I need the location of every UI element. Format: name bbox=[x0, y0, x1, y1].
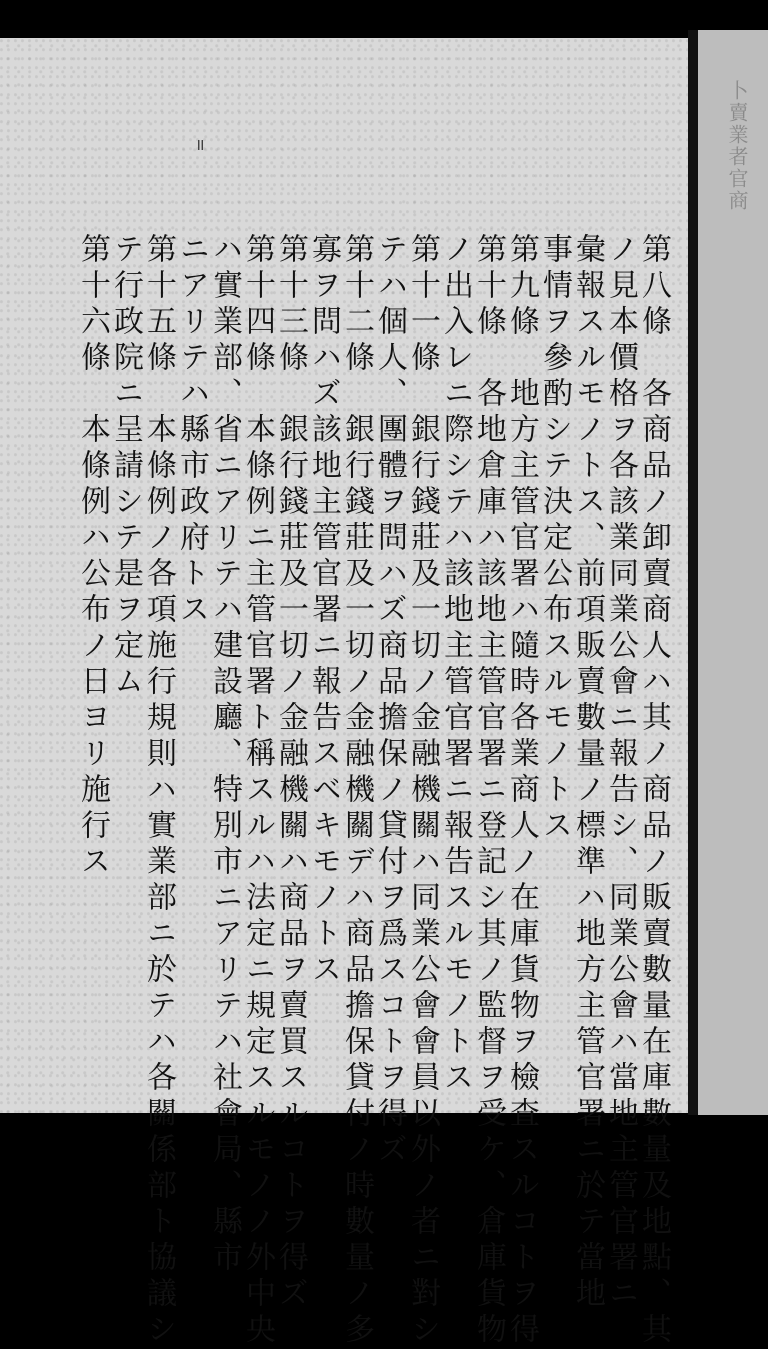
text-line: ノ見本價格ヲ各該業同業公會ニ報告シ、同業公會ハ當地主管官署ニ bbox=[603, 233, 638, 1313]
page-mark: ॥ bbox=[195, 135, 205, 154]
document-page bbox=[0, 38, 688, 1349]
page-edge bbox=[688, 30, 768, 1115]
regulation-text bbox=[75, 233, 671, 1349]
text-line: 第十五條 本條例ノ各項施行規則ハ實業部ニ於テハ各關係部ト協議シ bbox=[141, 233, 176, 1349]
text-line: 第十二條 銀行錢莊及一切ノ金融機關デハ商品擔保貸付ノ時數量ノ多 bbox=[339, 233, 374, 1349]
text-line: 第八條 各商品ノ卸賣商人ハ其ノ商品ノ販賣數量在庫數量及地點、其 bbox=[636, 233, 671, 1349]
text-line: ノ出入レニ際シテハ該地主管官署ニ報告スルモノトス bbox=[438, 233, 473, 1097]
binding-shadow bbox=[688, 30, 698, 1115]
text-line: 事情ヲ參酌シテ決定公布スルモノトス bbox=[537, 233, 572, 845]
text-line: 第十六條 本條例ハ公布ノ日ヨリ施行ス bbox=[75, 233, 110, 881]
text-line: 第十三條 銀行錢莊及一切ノ金融機關ハ商品ヲ賣買スルコトヲ得ズ bbox=[273, 233, 308, 1313]
text-line: 寡ヲ問ハズ該地主管官署ニ報告スベキモノトス bbox=[306, 233, 341, 989]
edge-show-through-text: 卜賣業者官商 bbox=[725, 80, 749, 212]
text-line: ハ實業部、省ニアリテハ建設廳、特別市ニアリテハ社會局、縣市 bbox=[207, 233, 242, 1277]
text-line: 第九條 地方主管官署ハ隨時各業商人ノ在庫貨物ヲ檢査スルコトヲ得 bbox=[504, 233, 539, 1349]
text-line: 第十條 各地倉庫ハ該地主管官署ニ登記シ其ノ監督ヲ受ケ、倉庫貨物 bbox=[471, 233, 506, 1349]
text-line: 彙報スルモノトス、前項販賣數量ノ標準ハ地方主管官署ニ於テ當地 bbox=[570, 233, 605, 1313]
text-line: 第十一條 銀行錢莊及一切ノ金融機關ハ同業公會會員以外ノ者ニ對シ bbox=[405, 233, 440, 1349]
text-line: テハ個人、團體ヲ問ハズ商品擔保ノ貸付ヲ爲スコトヲ得ズ bbox=[372, 233, 407, 1169]
text-line: 第十四條 本條例ニ主管官署ト稱スルハ法定ニ規定スルモノノ外中央 bbox=[240, 233, 275, 1349]
text-line: テ行政院ニ呈請シテ是ヲ定ム bbox=[108, 233, 143, 701]
text-line: ニアリテハ縣市政府トス bbox=[174, 233, 209, 629]
